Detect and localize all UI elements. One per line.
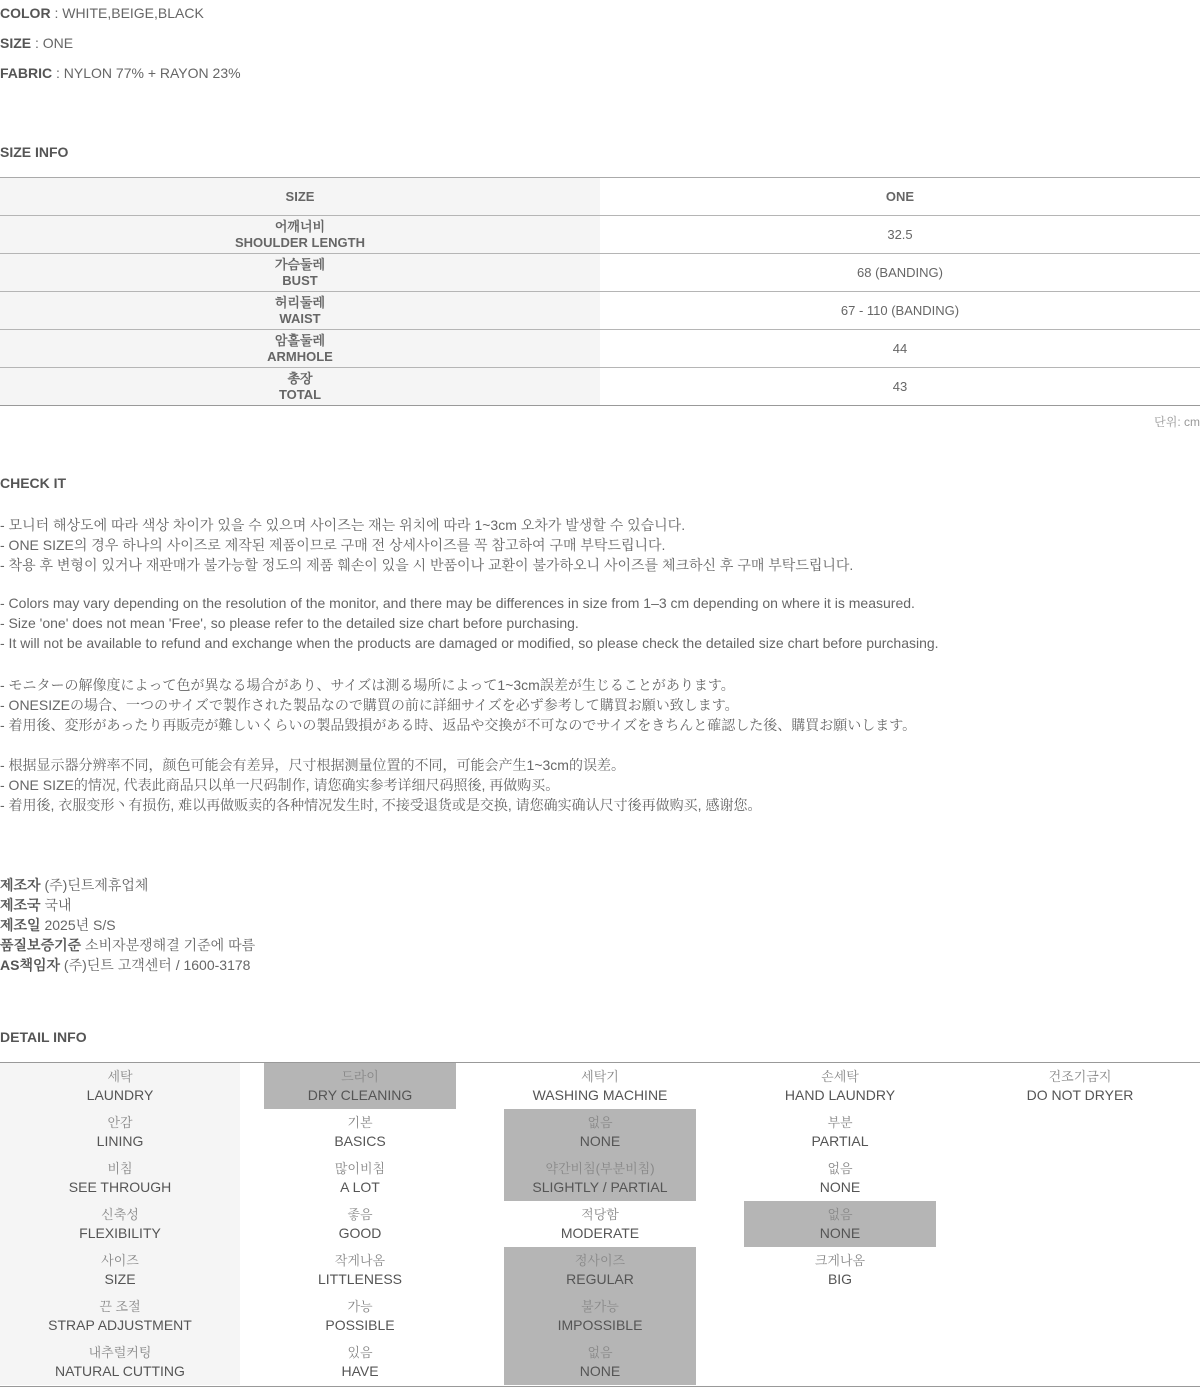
maker-label: 제조국: [0, 897, 41, 913]
size-row-en: SHOULDER LENGTH: [235, 234, 365, 250]
detail-label: [24, 1293, 216, 1339]
detail-text-ko: 정사이즈: [574, 1253, 626, 1268]
spec-fabric-label: FABRIC: [0, 65, 53, 81]
detail-option-cell: [480, 1109, 720, 1155]
detail-option: [264, 1155, 456, 1201]
detail-text-en: LITTLENESS: [317, 1271, 403, 1287]
check-line: - It will not be available to refund and exchange when the products are damaged or modified, so please check the detailed size chart before purchasing.: [0, 635, 939, 651]
detail-option: [264, 1201, 456, 1247]
detail-option-cell: [720, 1339, 960, 1385]
maker-line: [0, 955, 250, 975]
check-line: - Size 'one' does not mean 'Free', so please refer to the detailed size chart before purchasing.: [0, 615, 579, 631]
detail-option-cell: [480, 1247, 720, 1293]
detail-text-en: NONE: [579, 1363, 621, 1379]
detail-text-ko: 드라이: [341, 1069, 379, 1084]
size-row-ko: 허리둘레: [274, 294, 326, 310]
check-line: - 着用後, 衣服变形丶有损伤, 难以再做贩卖的各种情况发生时, 不接受退货或是交换, 请您确实确认尺寸後再做购买, 感谢您。: [0, 797, 762, 813]
maker-line: [0, 935, 255, 955]
detail-text-en: SEE THROUGH: [68, 1179, 172, 1195]
detail-option-selected: [504, 1339, 696, 1385]
detail-option-selected: [264, 1063, 456, 1109]
detail-text-en: BASICS: [334, 1133, 386, 1149]
detail-text-en: DO NOT DRYER: [1026, 1087, 1134, 1103]
detail-text-ko: 크게나옴: [814, 1253, 866, 1268]
size-row-value: 67 - 110 (BANDING): [840, 303, 960, 318]
detail-text-ko: 안감: [107, 1115, 133, 1130]
detail-row: [0, 1293, 1200, 1339]
detail-text-en: POSSIBLE: [325, 1317, 395, 1333]
check-line: - Colors may vary depending on the resolution of the monitor, and there may be differences in size from 1–3 cm depending on where it is measured.: [0, 595, 915, 611]
size-row-label: [0, 216, 600, 253]
detail-text-en: LINING: [96, 1133, 144, 1149]
detail-label: [24, 1247, 216, 1293]
detail-table: [0, 1062, 1200, 1387]
detail-option-cell: [960, 1339, 1200, 1385]
size-row-label: [0, 368, 600, 405]
detail-text-ko: 신축성: [101, 1207, 139, 1222]
spec-size: [0, 35, 73, 51]
size-row-ko: 총장: [287, 370, 313, 386]
detail-row: [0, 1339, 1200, 1385]
detail-row: [0, 1155, 1200, 1201]
maker-label: 제조자: [0, 877, 41, 893]
detail-option-cell: [480, 1293, 720, 1339]
detail-option-cell: [480, 1339, 720, 1385]
detail-option: [264, 1109, 456, 1155]
maker-label: AS책임자: [0, 957, 61, 973]
detail-label-cell: [0, 1247, 240, 1293]
spec-size-value: : ONE: [31, 35, 74, 51]
spec-color-value: : WHITE,BEIGE,BLACK: [50, 5, 204, 21]
detail-text-ko: 불가능: [581, 1299, 619, 1314]
detail-text-en: REGULAR: [566, 1271, 634, 1287]
detail-text-ko: 사이즈: [101, 1253, 139, 1268]
detail-option-cell: [960, 1201, 1200, 1247]
detail-text-en: GOOD: [338, 1225, 382, 1241]
maker-value: 2025년 S/S: [40, 917, 116, 933]
detail-option-cell: [240, 1247, 480, 1293]
size-row-value: 44: [892, 341, 908, 356]
detail-text-en: STRAP ADJUSTMENT: [48, 1317, 192, 1333]
detail-text-ko: 가능: [347, 1299, 373, 1314]
maker-line: [0, 895, 72, 915]
size-row-en: WAIST: [279, 310, 321, 326]
check-line: - ONESIZEの場合、一つのサイズで製作された製品なので購買の前に詳細サイズを必ず参考して購買お願い致します。: [0, 697, 739, 713]
detail-option-cell: [960, 1293, 1200, 1339]
detail-option-cell: [480, 1201, 720, 1247]
detail-label: [24, 1109, 216, 1155]
detail-text-en: BIG: [827, 1271, 853, 1287]
spec-fabric: [0, 65, 241, 81]
detail-text-ko: 약간비침(부분비침): [545, 1161, 655, 1176]
detail-option-cell: [960, 1155, 1200, 1201]
check-line: - ONE SIZE的情况, 代表此商品只以单一尺码制作, 请您确实参考详细尺码照後, 再做购买。: [0, 777, 560, 793]
detail-label-cell: [0, 1201, 240, 1247]
detail-text-ko: 비침: [107, 1161, 133, 1176]
detail-label: [24, 1155, 216, 1201]
detail-text-en: MODERATE: [560, 1225, 640, 1241]
size-info-heading: SIZE INFO: [0, 144, 69, 160]
size-header-label: SIZE: [0, 178, 600, 215]
size-row: [0, 254, 1200, 292]
detail-label-cell: [0, 1109, 240, 1155]
detail-option-cell: [480, 1063, 720, 1109]
detail-option-cell: [240, 1063, 480, 1109]
detail-option-cell: [240, 1293, 480, 1339]
detail-option-cell: [240, 1109, 480, 1155]
detail-text-ko: 세탁: [107, 1069, 133, 1084]
spec-fabric-value: : NYLON 77% + RAYON 23%: [52, 65, 241, 81]
detail-text-ko: 손세탁: [821, 1069, 859, 1084]
detail-option-cell: [960, 1109, 1200, 1155]
maker-line: [0, 915, 116, 935]
size-row-ko: 가슴둘레: [274, 256, 326, 272]
size-row-label: [0, 292, 600, 329]
check-line: - 모니터 해상도에 따라 색상 차이가 있을 수 있으며 사이즈는 재는 위치에 따라 1~3cm 오차가 발생할 수 있습니다.: [0, 517, 686, 533]
detail-label: [24, 1339, 216, 1385]
detail-row: [0, 1247, 1200, 1293]
maker-value: (주)딘트제휴업체: [40, 877, 149, 893]
detail-text-en: HAVE: [341, 1363, 379, 1379]
detail-text-en: HAND LAUNDRY: [784, 1087, 896, 1103]
detail-row: [0, 1063, 1200, 1109]
maker-value: 국내: [40, 897, 72, 913]
detail-option: [744, 1063, 936, 1109]
maker-value: 소비자분쟁해결 기준에 따름: [81, 937, 256, 953]
detail-option: [744, 1247, 936, 1293]
size-row: [0, 330, 1200, 368]
detail-text-en: NONE: [819, 1179, 861, 1195]
size-row-en: BUST: [282, 272, 318, 288]
detail-text-ko: 있음: [347, 1345, 373, 1360]
detail-text-ko: 기본: [347, 1115, 373, 1130]
check-line: - モニターの解像度によって色が異なる場合があり、サイズは測る場所によって1~3cm誤差が生じることがあります。: [0, 677, 735, 693]
size-row-value: 32.5: [887, 227, 913, 242]
detail-label-cell: [0, 1293, 240, 1339]
size-row-ko: 어깨너비: [274, 218, 326, 234]
size-row: [0, 368, 1200, 406]
detail-text-en: DRY CLEANING: [307, 1087, 413, 1103]
detail-option-cell: [240, 1339, 480, 1385]
detail-text-en: WASHING MACHINE: [532, 1087, 668, 1103]
size-table-header: [0, 178, 1200, 216]
size-table: [0, 177, 1200, 406]
detail-text-ko: 끈 조절: [99, 1299, 141, 1314]
detail-option-cell: [720, 1109, 960, 1155]
detail-text-en: IMPOSSIBLE: [557, 1317, 643, 1333]
detail-text-en: SLIGHTLY / PARTIAL: [532, 1179, 668, 1195]
detail-text-ko: 작게나옴: [334, 1253, 386, 1268]
size-row-label: [0, 330, 600, 367]
detail-label-cell: [0, 1063, 240, 1109]
size-row-en: ARMHOLE: [267, 348, 333, 364]
check-line: - 着用後、変形があったり再販売が難しいくらいの製品毀損がある時、返品や交換が不可なのでサイズをきちんと確認した後、購買お願いします。: [0, 717, 917, 733]
size-row-value: 43: [892, 379, 908, 394]
detail-label: [24, 1063, 216, 1109]
detail-option: [744, 1155, 936, 1201]
check-it-heading: CHECK IT: [0, 475, 67, 491]
detail-label: [24, 1201, 216, 1247]
detail-text-ko: 부분: [827, 1115, 853, 1130]
detail-option-selected: [504, 1109, 696, 1155]
detail-option-cell: [960, 1247, 1200, 1293]
spec-size-label: SIZE: [0, 35, 32, 51]
detail-info-heading: DETAIL INFO: [0, 1029, 87, 1045]
detail-option-cell: [720, 1155, 960, 1201]
detail-text-ko: 세탁기: [581, 1069, 619, 1084]
detail-option-selected: [744, 1201, 936, 1247]
size-row: [0, 292, 1200, 330]
detail-text-ko: 적당함: [581, 1207, 619, 1222]
detail-option-selected: [504, 1247, 696, 1293]
detail-text-en: NONE: [579, 1133, 621, 1149]
spec-color-label: COLOR: [0, 5, 51, 21]
detail-option-cell: [720, 1247, 960, 1293]
size-row: [0, 216, 1200, 254]
detail-text-en: A LOT: [340, 1179, 380, 1195]
detail-option-cell: [720, 1293, 960, 1339]
detail-option-cell: [720, 1201, 960, 1247]
detail-label-cell: [0, 1339, 240, 1385]
detail-option-cell: [480, 1155, 720, 1201]
detail-option-cell: [720, 1063, 960, 1109]
detail-row: [0, 1201, 1200, 1247]
detail-text-ko: 내추럴커팅: [88, 1345, 152, 1360]
detail-option-cell: [240, 1201, 480, 1247]
size-header-value: ONE: [885, 189, 915, 204]
maker-value: (주)딘트 고객센터 / 1600-3178: [60, 957, 251, 973]
detail-label-cell: [0, 1155, 240, 1201]
check-line: - ONE SIZE의 경우 하나의 사이즈로 제작된 제품이므로 구매 전 상세사이즈를 꼭 참고하여 구매 부탁드립니다.: [0, 537, 666, 553]
detail-option: [504, 1201, 696, 1247]
detail-option: [504, 1063, 696, 1109]
unit-note: 단위: cm: [1154, 415, 1200, 429]
detail-text-en: SIZE: [104, 1271, 136, 1287]
detail-text-ko: 많이비침: [334, 1161, 386, 1176]
detail-text-ko: 없음: [827, 1207, 853, 1222]
detail-text-ko: 좋음: [347, 1207, 373, 1222]
check-line: - 착용 후 변형이 있거나 재판매가 불가능할 정도의 제품 훼손이 있을 시 반품이나 교환이 불가하오니 사이즈를 체크하신 후 구매 부탁드립니다.: [0, 557, 854, 573]
detail-option: [744, 1109, 936, 1155]
detail-option-selected: [504, 1155, 696, 1201]
detail-option-selected: [504, 1293, 696, 1339]
detail-text-ko: 없음: [587, 1115, 613, 1130]
detail-option-cell: [240, 1155, 480, 1201]
maker-label: 제조일: [0, 917, 41, 933]
maker-line: [0, 875, 148, 895]
detail-option: [264, 1293, 456, 1339]
detail-option: [984, 1063, 1176, 1109]
detail-text-ko: 건조기금지: [1048, 1069, 1112, 1084]
maker-label: 품질보증기준: [0, 937, 82, 953]
detail-text-ko: 없음: [587, 1345, 613, 1360]
size-row-label: [0, 254, 600, 291]
detail-text-ko: 없음: [827, 1161, 853, 1176]
detail-option: [264, 1247, 456, 1293]
detail-text-en: NATURAL CUTTING: [55, 1363, 185, 1379]
detail-option: [264, 1339, 456, 1385]
check-line: - 根据显示器分辨率不同，颜色可能会有差异，尺寸根据测量位置的不同，可能会产生1~3cm的误差。: [0, 757, 625, 773]
detail-text-en: NONE: [819, 1225, 861, 1241]
size-row-en: TOTAL: [278, 386, 322, 402]
size-row-value: 68 (BANDING): [857, 265, 943, 280]
size-row-ko: 암홀둘레: [274, 332, 326, 348]
detail-text-en: FLEXIBILITY: [79, 1225, 161, 1241]
detail-text-en: LAUNDRY: [86, 1087, 154, 1103]
detail-text-en: PARTIAL: [811, 1133, 869, 1149]
detail-row: [0, 1109, 1200, 1155]
detail-option-cell: [960, 1063, 1200, 1109]
spec-color: [0, 5, 204, 21]
